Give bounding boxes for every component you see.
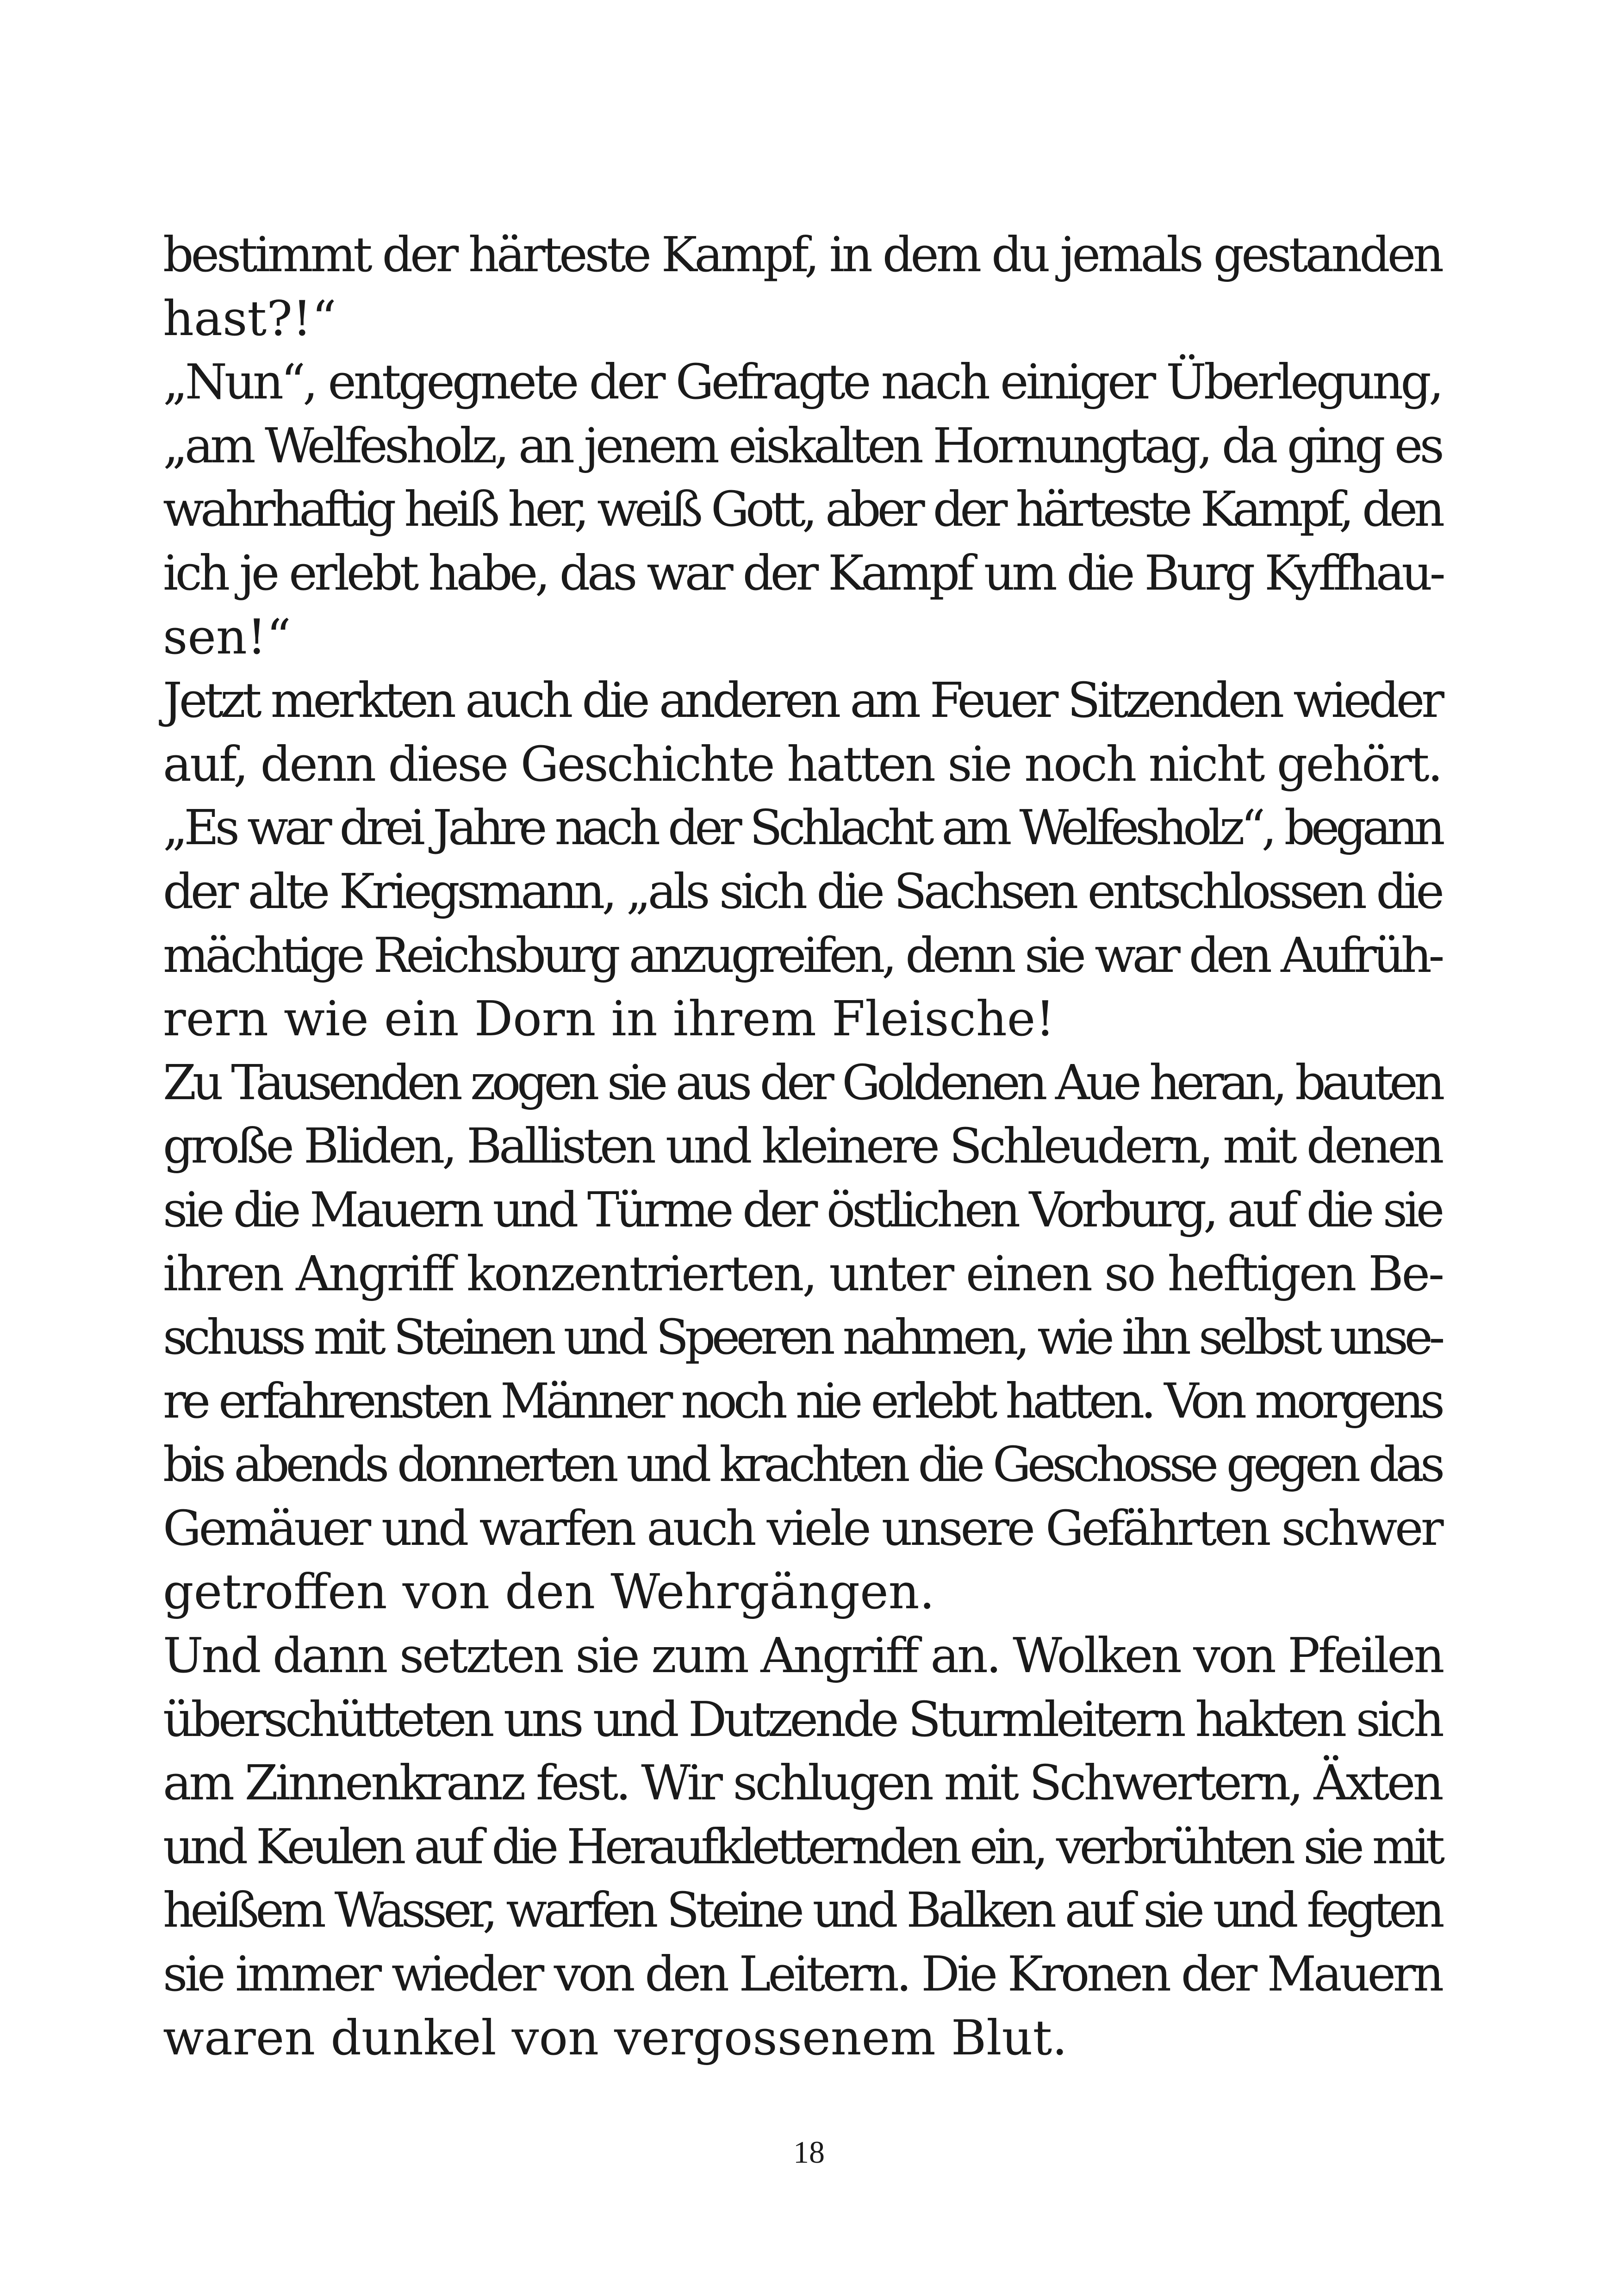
text-line: bestimmt der härteste Kampf, in dem du jemals gestanden xyxy=(163,226,1441,283)
text-line: heißem Wasser, warfen Steine und Balken auf sie und fegten xyxy=(163,1882,1441,1939)
text-line: sie die Mauern und Türme der östlichen Vorburg, auf die sie xyxy=(163,1181,1442,1238)
text-line: am Zinnenkranz fest. Wir schlugen mit Schwertern, Äxten xyxy=(163,1755,1441,1811)
text-line: waren dunkel von vergossenem Blut. xyxy=(163,2009,1068,2066)
text-line: Zu Tausenden zogen sie aus der Goldenen Aue heran, bauten xyxy=(163,1054,1441,1111)
page-number: 18 xyxy=(793,2134,825,2170)
text-line: „Nun“, entgegnete der Gefragte nach einiger Überlegung, xyxy=(163,354,1441,411)
text-line: mächtige Reichsburg anzugreifen, denn sie war den Aufrüh- xyxy=(163,927,1441,983)
text-line: der alte Kriegsmann, „als sich die Sachsen entschlossen die xyxy=(163,863,1441,920)
text-line: „Es war drei Jahre nach der Schlacht am Welfesholz“, begann xyxy=(163,799,1442,856)
text-line: bis abends donnerten und krachten die Geschosse gegen das xyxy=(163,1436,1441,1493)
text-line: überschütteten uns und Dutzende Sturmleitern hakten sich xyxy=(163,1691,1441,1748)
text-line: hast?!“ xyxy=(163,290,336,347)
text-line: ihren Angriff konzentrierten, unter einen so heftigen Be- xyxy=(163,1245,1443,1302)
text-line: ich je erlebt habe, das war der Kampf um die Burg Kyffhau- xyxy=(163,544,1443,601)
text-line: sen!“ xyxy=(163,608,291,665)
text-line: Und dann setzten sie zum Angriff an. Wolken von Pfeilen xyxy=(163,1627,1443,1684)
text-line: re erfahrensten Männer noch nie erlebt hatten. Von morgens xyxy=(163,1372,1441,1429)
text-line: und Keulen auf die Heraufkletternden ein, verbrühten sie mit xyxy=(163,1818,1441,1875)
body-text xyxy=(163,223,1441,2070)
text-line: getroffen von den Wehrgängen. xyxy=(163,1563,935,1620)
text-line: rern wie ein Dorn in ihrem Fleische! xyxy=(163,990,1055,1047)
text-line: sie immer wieder von den Leitern. Die Kronen der Mauern xyxy=(163,1946,1441,2003)
text-line: große Bliden, Ballisten und kleinere Schleudern, mit denen xyxy=(163,1118,1441,1175)
text-line: schuss mit Steinen und Speeren nahmen, wie ihn selbst unse- xyxy=(163,1309,1441,1366)
text-line: „am Welfesholz, an jenem eiskalten Hornungtag, da ging es xyxy=(163,417,1441,474)
text-line: auf, denn diese Geschichte hatten sie noch nicht gehört. xyxy=(163,735,1441,792)
text-line: wahrhaftig heiß her, weiß Gott, aber der härteste Kampf, den xyxy=(163,481,1441,538)
text-line: Jetzt merkten auch die anderen am Feuer Sitzenden wieder xyxy=(163,672,1441,729)
text-line: Gemäuer und warfen auch viele unsere Gefährten schwer xyxy=(163,1500,1441,1556)
